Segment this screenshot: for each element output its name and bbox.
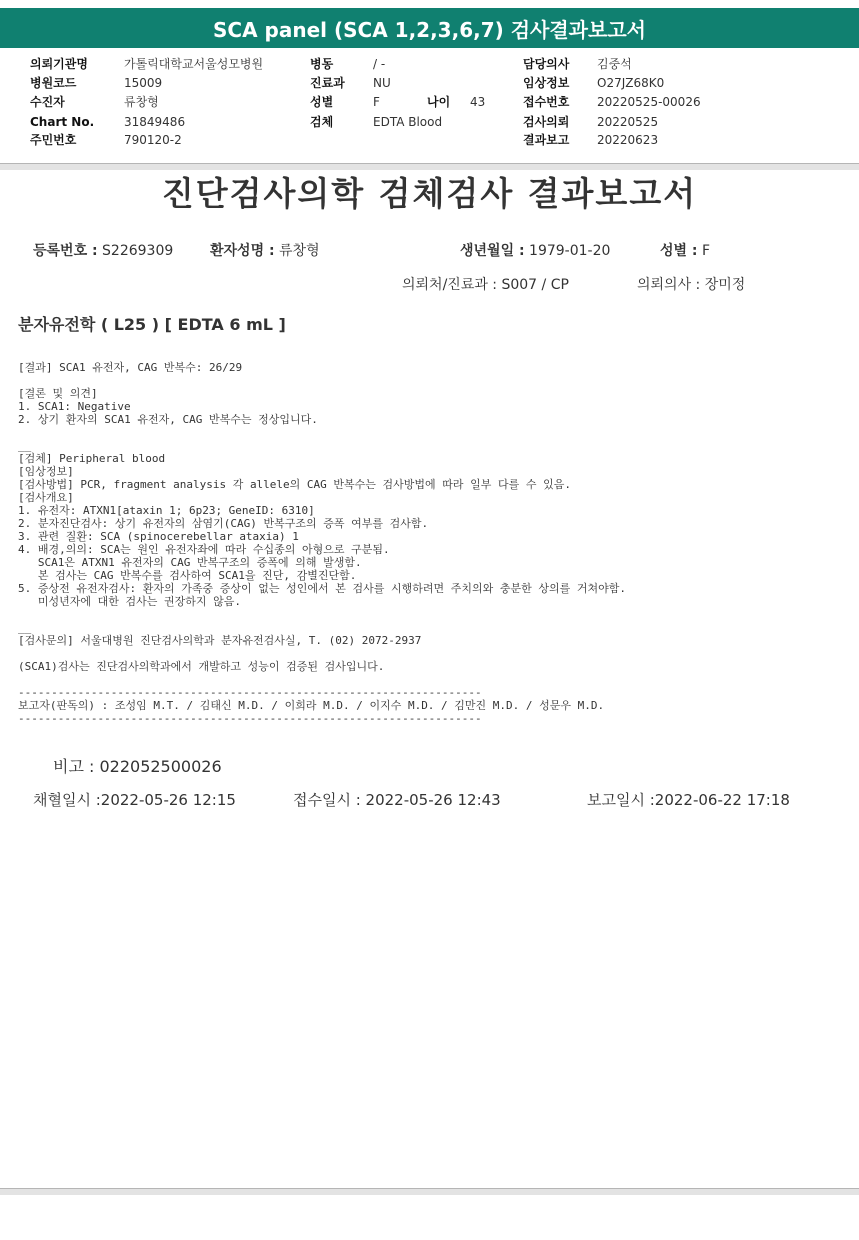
label-resident-no: 주민번호 [30, 133, 77, 147]
remark: 비고 : 022052500026 [53, 757, 222, 776]
label-examinee: 수진자 [30, 95, 65, 109]
label-age: 나이 [427, 95, 451, 109]
sex-label: 성별 : [660, 243, 698, 259]
patient-sex [660, 240, 710, 260]
label-test-request: 검사의뢰 [523, 115, 570, 129]
value-doctor: 김중석 [597, 57, 632, 71]
value-test-request: 20220525 [597, 115, 659, 129]
referring-doctor: 의뢰의사 : 장미정 [637, 277, 746, 293]
patient-name [210, 240, 320, 260]
referring-department: 의뢰처/진료과 : S007 / CP [402, 277, 569, 293]
value-institution: 가톨릭대학교서울성모병원 [124, 57, 264, 71]
value-result-report: 20220623 [597, 133, 659, 147]
label-institution: 의뢰기관명 [30, 57, 88, 71]
registration-value: S2269309 [102, 243, 174, 259]
value-department: NU [373, 76, 391, 90]
dob-label: 생년월일 : [460, 243, 525, 259]
value-sex: F [373, 95, 380, 109]
dob-value: 1979-01-20 [529, 243, 611, 259]
date-of-birth [460, 240, 610, 260]
sex-value: F [701, 243, 711, 259]
label-specimen: 검체 [310, 115, 334, 129]
label-clinical-info: 임상정보 [523, 76, 570, 90]
label-receipt-no: 접수번호 [523, 95, 570, 109]
label-sex: 성별 [310, 95, 334, 109]
value-resident-no: 790120-2 [124, 133, 182, 147]
registration-number [33, 240, 173, 260]
label-result-report: 결과보고 [523, 133, 570, 147]
registration-label: 등록번호 : [33, 243, 98, 259]
value-specimen: EDTA Blood [373, 115, 443, 129]
value-examinee: 류창형 [124, 95, 159, 109]
label-department: 진료과 [310, 76, 345, 90]
result-body: [결과] SCA1 유전자, CAG 반복수: 26/29 [결론 및 의견] 1. SCA1: Negative 2. 상기 환자의 SCA1 유전자, CAG 반복수는 정상입니다. __ [검체] Peripheral blood [임상정보] [검사방법] PCR, fragment analysis 각 allele의 CAG 반복수는 검사방법에 따라 일부 다를 수 있음. [검사개요] 1. 유전자: ATXN1[ataxin 1; 6p23; GeneID: 6310] 2. 분자진단검사: 상기 유전자의 삼염기(CAG) 반복구조의 증폭 여부를 검사함. 3. 관련 질환: SCA (spinocerebellar ataxia) 1 4. 배경,의의: SCA는 원인 유전자좌에 따라 수십종의 아형으로 구분됨. SCA1은 ATXN1 유전자의 CAG 반복구조의 증폭에 의해 발생함. 본 검사는 CAG 반복수를 검사하여 SCA1을 진단, 감별진단함. 5. 증상전 유전자검사: 환자의 가족중 증상이 없는 성인에서 본 검사를 시행하려면 주치의와 충분한 상의를 거쳐야함. 미성년자에 대한 검사는 권장하지 않음. __ [검사문의] 서울대병원 진단검사의학과 분자유전검사실, T. (02) 2072-2937 (SCA1)검사는 진단검사의학과에서 개발하고 성능이 검증된 검사입니다. ---------------------------------------------------------------------- 보고자(판독의) : 조성임 M.T. / 김태신 M.D. / 이희라 M.D. / 이지수 M.D. / 김만진 M.D. / 성문우 M.D. ---------------------------------------------------------------------- [18, 361, 626, 725]
receipt-datetime: 접수일시 : 2022-05-26 12:43 [293, 791, 501, 809]
patient-name-value: 류창형 [279, 243, 320, 259]
value-hospital-code: 15009 [124, 76, 163, 90]
report-main-title: 진단검사의학 검체검사 결과보고서 [161, 174, 698, 213]
value-age: 43 [470, 95, 486, 109]
label-chart-no: Chart No. [30, 115, 95, 129]
collection-datetime: 채혈일시 :2022-05-26 12:15 [33, 791, 236, 809]
label-hospital-code: 병원코드 [30, 76, 77, 90]
footer-divider [0, 1188, 859, 1195]
patient-name-label: 환자성명 : [210, 243, 275, 259]
value-chart-no: 31849486 [124, 115, 186, 129]
label-ward: 병동 [310, 57, 334, 71]
report-datetime: 보고일시 :2022-06-22 17:18 [587, 791, 790, 809]
section-title: 분자유전학 ( L25 ) [ EDTA 6 mL ] [18, 315, 286, 334]
value-receipt-no: 20220525-00026 [597, 95, 701, 109]
value-ward: / - [373, 57, 386, 71]
report-header-title: SCA panel (SCA 1,2,3,6,7) 검사결과보고서 [0, 8, 859, 48]
value-clinical-info: O27JZ68K0 [597, 76, 665, 90]
label-doctor: 담당의사 [523, 57, 570, 71]
